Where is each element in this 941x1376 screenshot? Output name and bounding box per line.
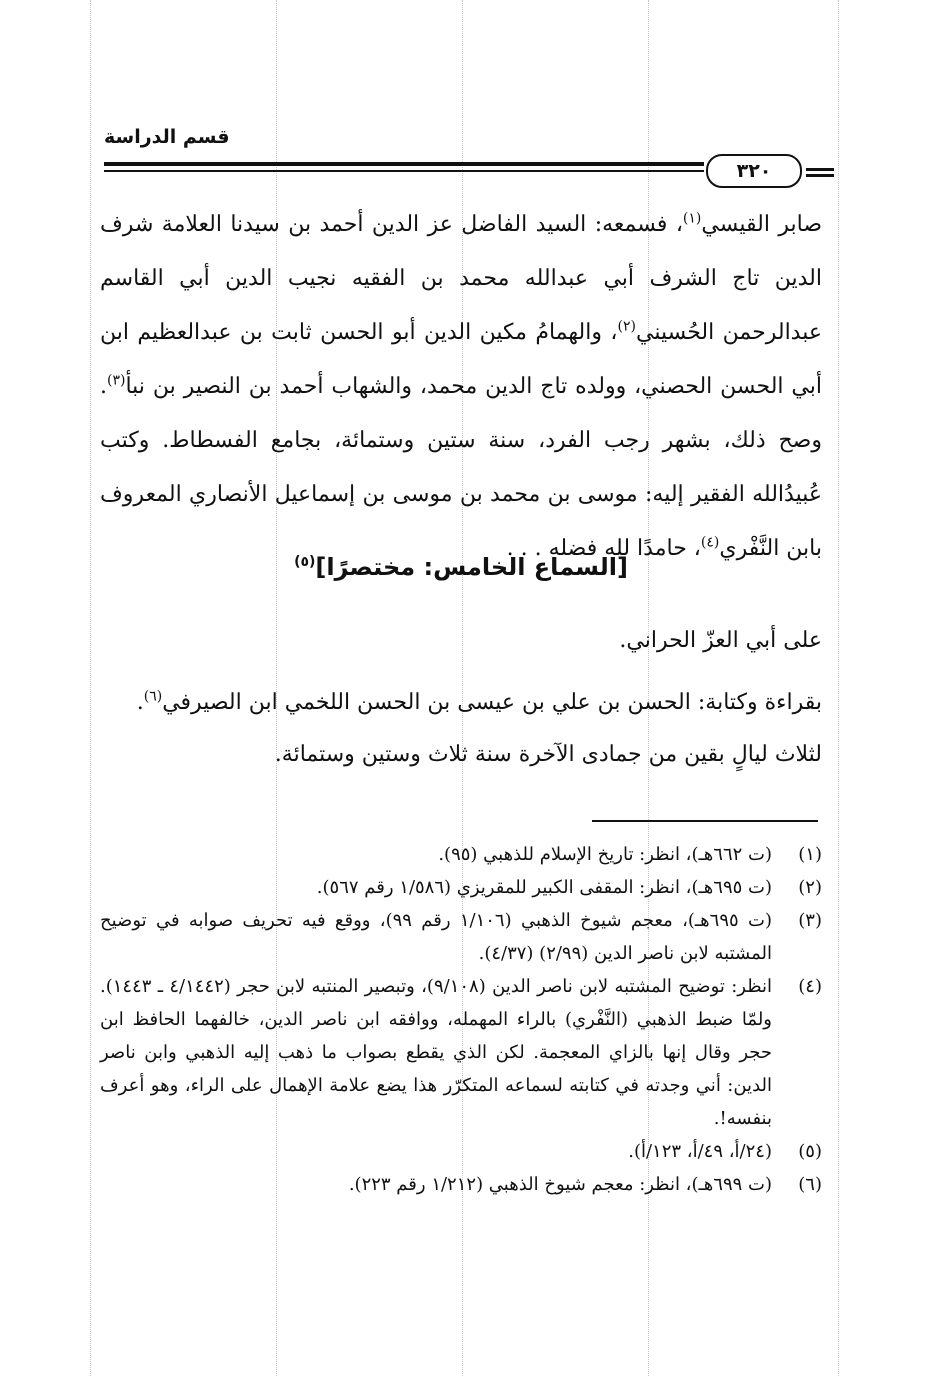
sama-line: لثلاث ليالٍ بقين من جمادى الآخرة سنة ثلاث وستين وستمائة. (274, 742, 822, 767)
footnote-number: (٤) (798, 976, 822, 997)
footnote-number: (٦) (798, 1174, 822, 1195)
header-rule (104, 170, 704, 172)
body-text-segment: ، فسمعه: السيد الفاضل عز الدين أحمد بن سيدنا العلامة شرف الدين تاج الشرف أبي عبدالله محمد بن الفقيه نجيب الدين أبي القاسم عبدالرحمن الحُسيني (100, 212, 822, 345)
body-text-segment: صابر القيسي (701, 212, 823, 237)
footnote-ref: (٦) (143, 688, 163, 705)
footnote-text: (ت ٦٩٥هـ)، انظر: المقفى الكبير للمقريزي (١/٥٨٦ رقم ٥٦٧). (316, 877, 772, 898)
footnote-number: (٢) (798, 877, 822, 898)
header-rule (806, 174, 834, 177)
footnote-text: انظر: توضيح المشتبه لابن ناصر الدين (٩/١٠٨)، وتبصير المنتبه لابن حجر (٤/١٤٤٢ ـ ١٤٤٣). ولمّا ضبط الذهبي (النَّفْري) بالراء المهمله، ووافقه ابن ناصر الدين، خالفهما الحافظ ابن حجر وقال إنها بالزاي المعجمة. لكن الذي يقطع بصواب ما ذهب إليه الذهبي وابن ناصر الدين: أني وجدته في كتابته لسماعه المتكرّر هذا يضع علامة الإهمال على الراء، وهو أعرف بنفسه!. (100, 976, 773, 1129)
body-text-segment: ، والهمامُ مكين الدين أبو الحسن ثابت بن عبدالعظيم ابن أبي الحسن الحصني، وولده تاج الدين محمد، والشهاب أحمد بن النصير بن نبأ (100, 320, 822, 399)
sama-line-text: بقراءة وكتابة: الحسن بن علي بن عيسى بن الحسن اللخمي ابن الصيرفي (162, 690, 822, 715)
footnote-ref: (٥) (294, 554, 316, 570)
scan-line (838, 0, 839, 1376)
footnote (100, 838, 822, 871)
footnote-text: (٢٤/أ، ٤٩/أ، ١٢٣/أ). (628, 1141, 772, 1162)
sama-line (100, 677, 822, 729)
scan-line (90, 0, 91, 1376)
section-heading-text: [السماع الخامس: مختصرًا] (315, 553, 628, 581)
sama-line-end: . (136, 690, 144, 715)
footnote-ref: (٢) (617, 318, 636, 335)
page-number: ٣٢٠ (706, 154, 802, 188)
footnote (100, 970, 822, 1135)
body-text-segment: . وصح ذلك، بشهر رجب الفرد، سنة ستين وستمائة، بجامع الفسطاط. وكتب عُبيدُالله الفقير إليه: موسى بن محمد بن موسى بن إسماعيل الأنصاري المعروف بابن النَّفْري (100, 374, 822, 561)
footnote-number: (١) (798, 844, 822, 865)
sama-line: على أبي العزّ الحراني. (619, 628, 822, 653)
footnote-ref: (٤) (700, 534, 720, 551)
footnote (100, 871, 822, 904)
footnote-text: (ت ٦٦٢هـ)، انظر: تاريخ الإسلام للذهبي (٩٥). (438, 844, 772, 865)
footnote (100, 1135, 822, 1168)
body-text-segment: ، حامدًا لله فضله . . . (506, 536, 701, 561)
footnote-ref: (١) (682, 210, 702, 227)
running-head: قسم الدراسة (104, 126, 230, 148)
header-rule (104, 162, 704, 166)
footnote-text: (ت ٦٩٩هـ)، انظر: معجم شيوخ الذهبي (١/٢١٢ رقم ٢٢٣). (348, 1174, 772, 1195)
body-paragraph (100, 198, 822, 576)
footnote-number: (٥) (798, 1141, 822, 1162)
footnote-ref: (٣) (107, 372, 126, 389)
footnote-number: (٣) (798, 910, 822, 931)
section-heading (100, 553, 822, 581)
footnotes (100, 838, 822, 1201)
sama-record (100, 615, 822, 781)
footnote-text: (ت ٦٩٥هـ)، معجم شيوخ الذهبي (١/١٠٦ رقم ٩٩)، ووقع فيه تحريف صوابه في توضيح المشتبه لابن ناصر الدين (٢/٩٩) (٤/٣٧). (100, 910, 772, 964)
header-rule (806, 168, 834, 171)
footnote-separator (592, 820, 818, 822)
footnote (100, 1168, 822, 1201)
footnote (100, 904, 822, 970)
